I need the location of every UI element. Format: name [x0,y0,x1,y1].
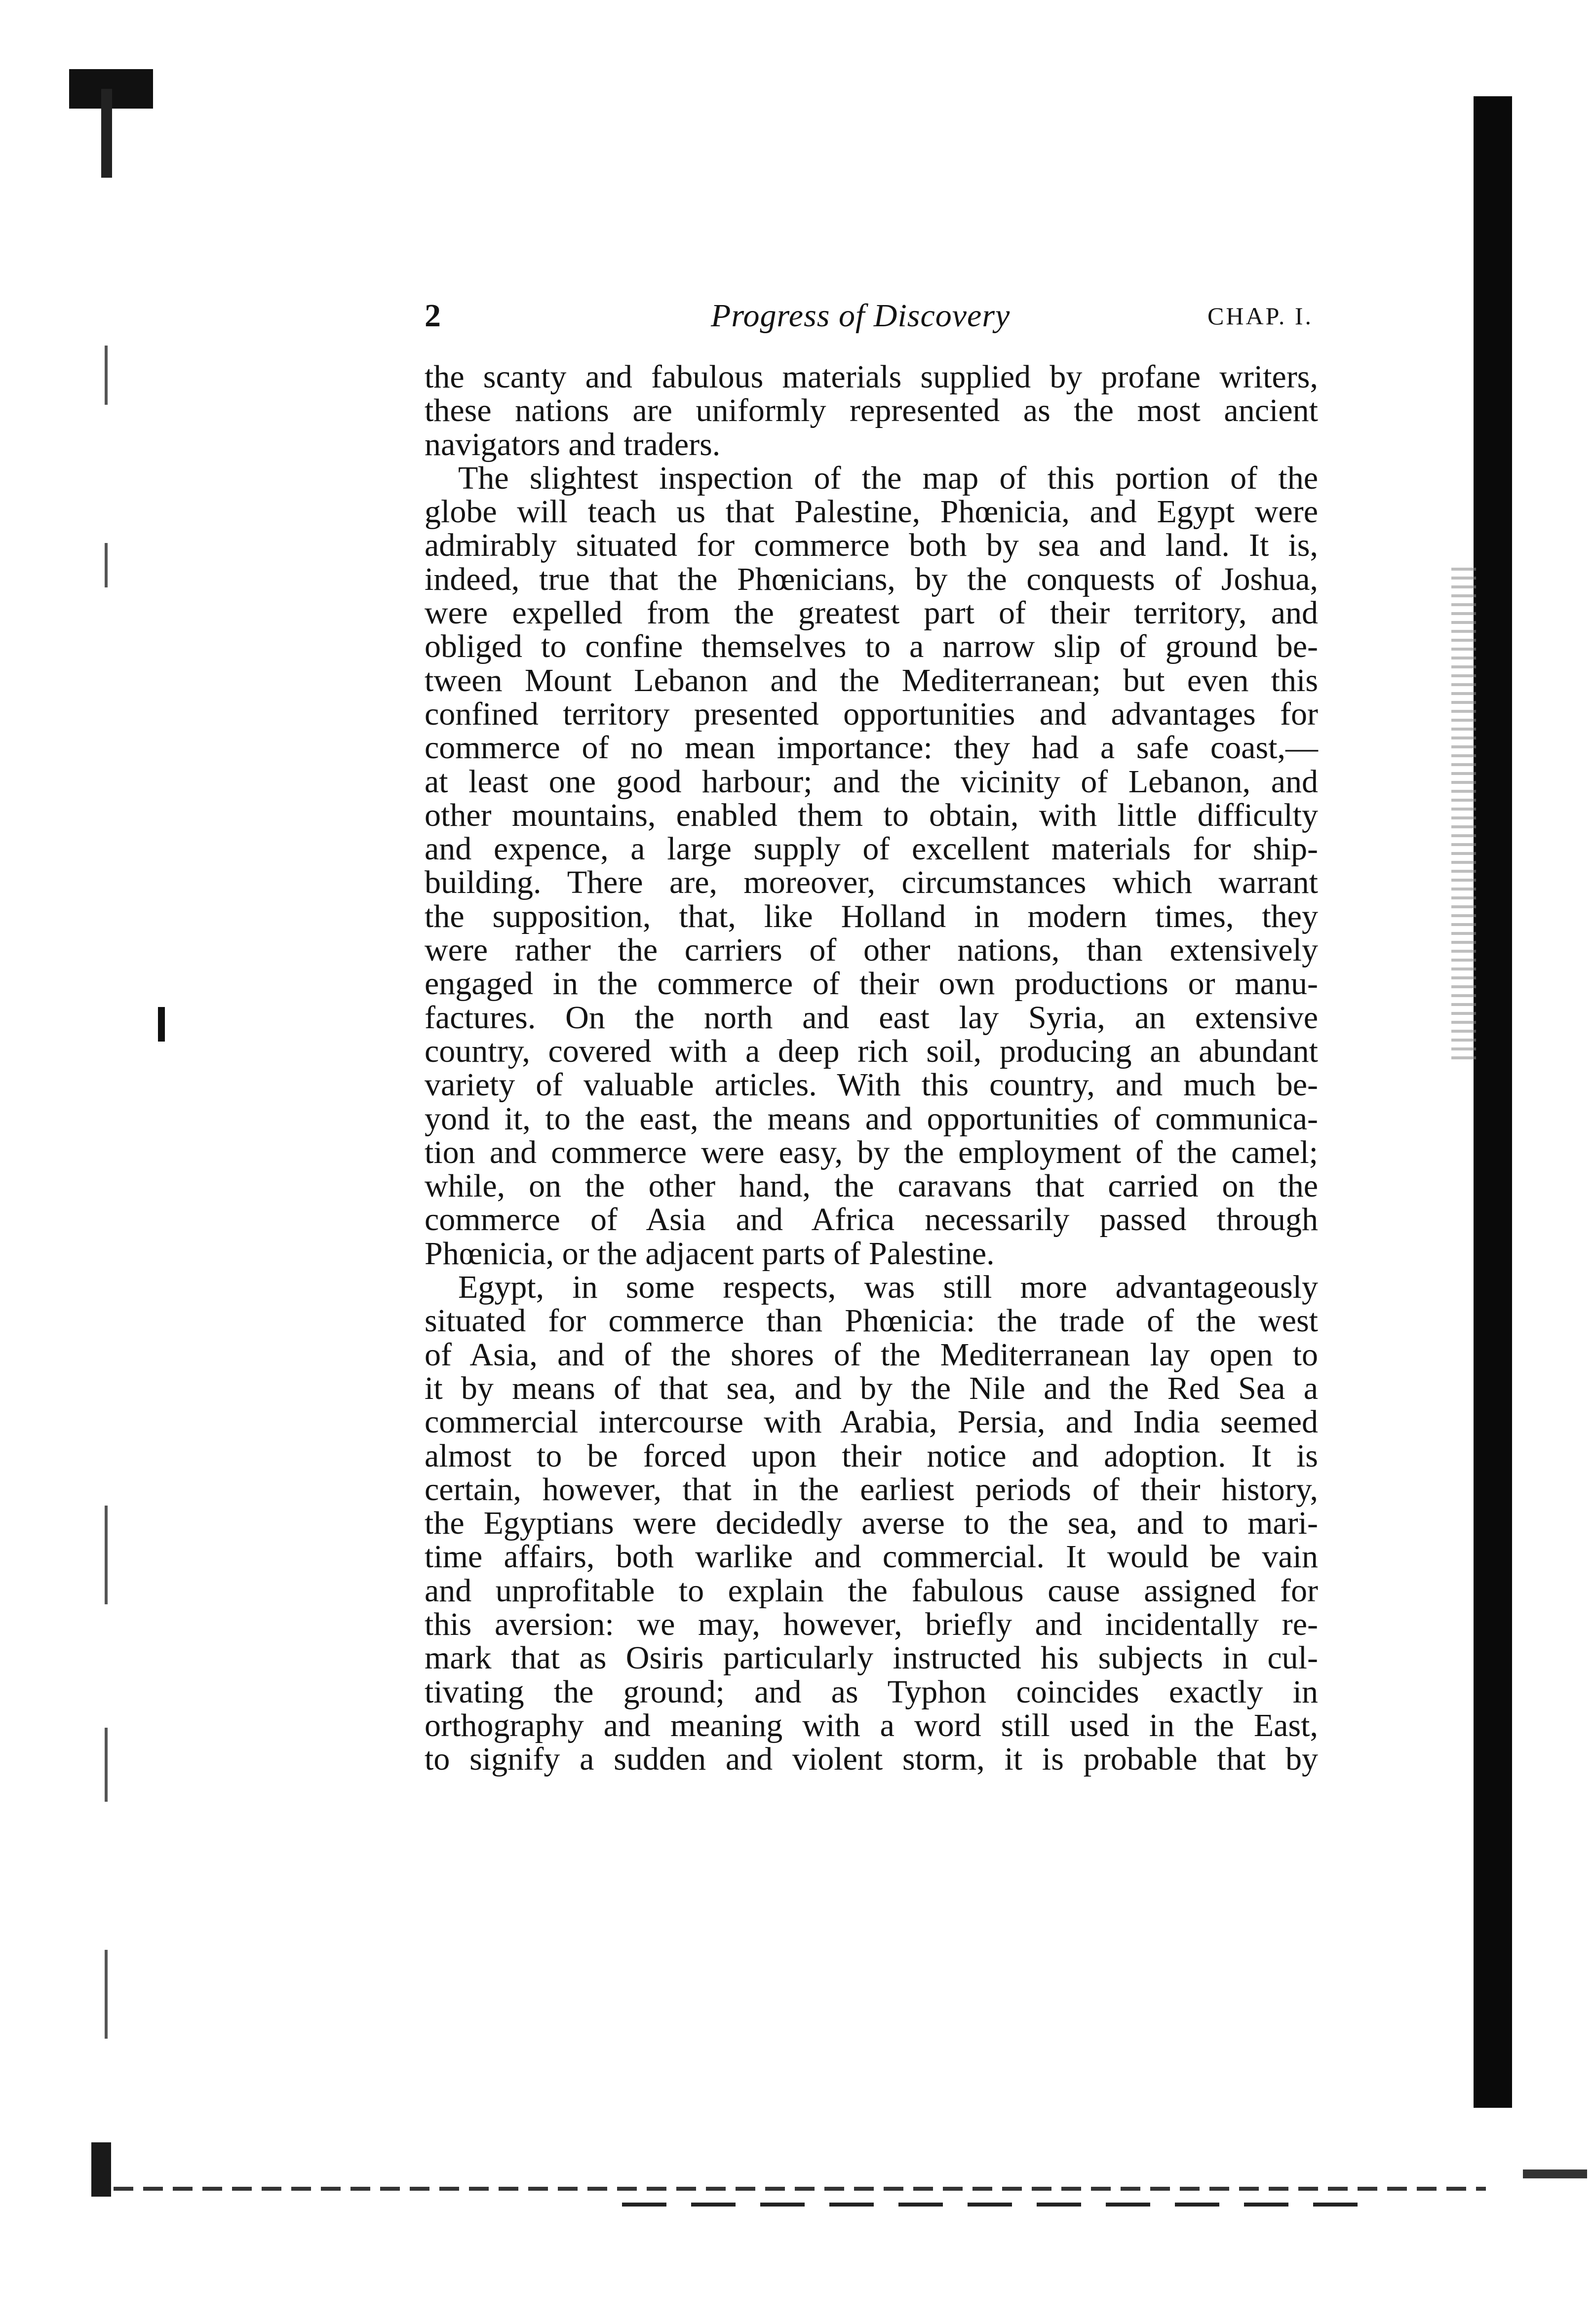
text-line: navigators and traders. [425,426,721,463]
text-line: Egypt, in some respects, was still more advantageously [458,1269,1318,1306]
text-line: engaged in the commerce of their own productions or manu- [425,966,1318,1002]
text-line: to signify a sudden and violent storm, it is probable that by [425,1741,1318,1778]
running-title: Progress of Discovery [711,298,1011,334]
text-line: tween Mount Lebanon and the Mediterranean; but even this [425,662,1318,698]
scan-edge-dash [105,543,108,587]
text-line: the supposition, that, like Holland in modern times, they [425,898,1318,934]
text-line: commerce of no mean importance: they had a safe coast,— [425,730,1318,766]
text-line: commercial intercourse with Arabia, Persia, and India seemed [425,1404,1318,1440]
text-line: these nations are uniformly represented as the most ancient [425,392,1318,429]
text-line: situated for commerce than Phœnicia: the trade of the west [425,1303,1318,1339]
text-line: building. There are, moreover, circumstances which warrant [425,864,1318,901]
text-line: The slightest inspection of the map of this portion of the [458,460,1318,496]
text-line: this aversion: we may, however, briefly and incidentally re- [425,1606,1318,1642]
text-line: time affairs, both warlike and commercial. It would be vain [425,1539,1318,1575]
text-line: variety of valuable articles. With this country, and much be- [425,1067,1318,1103]
text-line: globe will teach us that Palestine, Phœnicia, and Egypt were [425,494,1318,530]
text-line: the Egyptians were decidedly averse to the sea, and to mari- [425,1505,1318,1542]
text-line: almost to be forced upon their notice and adoption. It is [425,1437,1318,1474]
text-line: obliged to confine themselves to a narrow slip of ground be- [425,628,1318,665]
text-line: confined territory presented opportunities and advantages for [425,696,1318,732]
text-line: factures. On the north and east lay Syria, an extensive [425,999,1318,1036]
chapter-reference: CHAP. I. [1207,302,1313,330]
text-line: indeed, true that the Phœnicians, by the conquests of Joshua, [425,561,1318,597]
text-line: Phœnicia, or the adjacent parts of Palestine. [425,1235,995,1272]
text-line: while, on the other hand, the caravans that carried on the [425,1168,1318,1204]
text-line: and expence, a large supply of excellent materials for ship- [425,831,1318,867]
text-line: certain, however, that in the earliest periods of their history, [425,1471,1318,1508]
text-line: were expelled from the greatest part of their territory, and [425,595,1318,631]
text-line: at least one good harbour; and the vicinity of Lebanon, and [425,763,1318,800]
text-line: other mountains, enabled them to obtain, with little difficulty [425,797,1318,833]
text-line: it by means of that sea, and by the Nile and the Red Sea a [425,1370,1318,1406]
scan-binding-fray [1451,568,1476,1061]
scan-bottom-rule [114,2187,1486,2191]
scan-right-mark [1523,2169,1587,2178]
scan-edge-dash [105,346,108,405]
scan-edge-stem [101,89,112,178]
text-line: and unprofitable to explain the fabulous cause assigned for [425,1572,1318,1609]
text-line: mark that as Osiris particularly instructed his subjects in cul- [425,1640,1318,1676]
body-text [425,360,1318,1776]
text-line: country, covered with a deep rich soil, producing an abundant [425,1033,1318,1069]
scan-corner-mark [91,2142,111,2197]
text-line: the scanty and fabulous materials supplied by profane writers, [425,359,1318,395]
scan-binding-shadow [1474,96,1512,2108]
text-line: tion and commerce were easy, by the employment of the camel; [425,1134,1318,1170]
scan-edge-dash [105,1950,108,2039]
text-line: were rather the carriers of other nations, than extensively [425,932,1318,968]
text-line: tivating the ground; and as Typhon coincides exactly in [425,1673,1318,1710]
text-line: of Asia, and of the shores of the Mediterranean lay open to [425,1336,1318,1373]
text-line: admirably situated for commerce both by sea and land. It is, [425,527,1318,564]
page-number: 2 [425,298,441,334]
text-line: commerce of Asia and Africa necessarily passed through [425,1201,1318,1238]
scan-bottom-rule [622,2203,1362,2207]
text-line: orthography and meaning with a word still used in the East, [425,1707,1318,1743]
text-line: yond it, to the east, the means and opportunities of communica- [425,1100,1318,1137]
scan-edge-dash [158,1007,165,1042]
scan-edge-dash [105,1728,108,1802]
scan-edge-dash [105,1506,108,1604]
running-head [425,294,1313,338]
